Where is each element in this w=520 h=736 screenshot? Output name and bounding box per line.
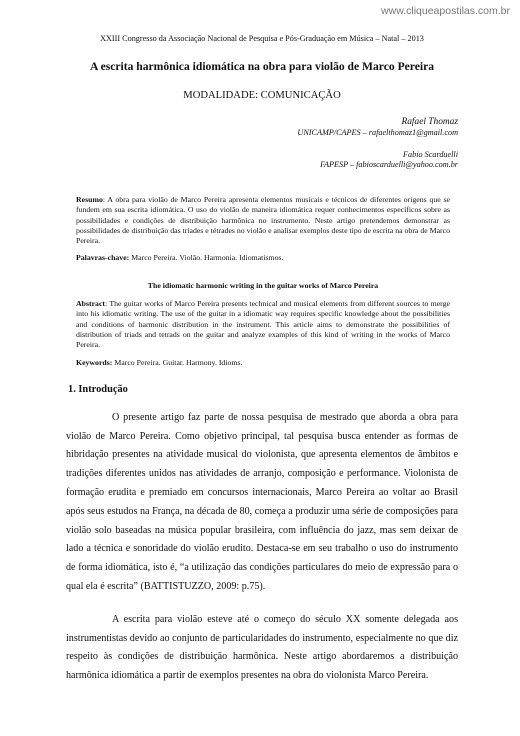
resumo-text: : A obra para violão de Marco Pereira apresenta elementos musicais e técnicos de diferentes origens que se fundem em sua escrita idiomática. O uso do violão de maneira idiomática requer conhecimentos específicos sobre as possibilidades e condições de distribuição harmônica no instrumento. Neste artigo pretendemos demonstrar as possibilidades de distribuição das tríades e tétrades no violão e analisar exemplos deste tipo de escrita na obra de Marco Pereira. — [76, 195, 450, 246]
palavras-chave-text: Marco Pereira. Violão. Harmonia. Idiomatismos. — [129, 253, 284, 263]
author-2-name: Fabio Scarduelli — [403, 150, 458, 159]
author-block — [66, 117, 458, 169]
author-1-name: Rafael Thomaz — [401, 117, 458, 127]
resumo-paragraph — [76, 195, 450, 246]
keywords-paragraph — [76, 358, 450, 368]
author-2-affiliation: FAPESP – fabioscarduelli@yahoo.com.br — [320, 160, 458, 169]
congress-header: XXIII Congresso da Associação Nacional de Pesquisa e Pós-Graduação em Música – Natal – 2013 — [100, 34, 424, 43]
body-paragraph: A escrita para violão esteve até o começo do século XX somente delegada aos instrumentistas devido ao conjunto de particularidades do instrumento, especialmente no que diz respeito às condições de distribuição harmônica. Neste artigo abordaremos a distribuição harmônica idiomática a partir de exemplos presentes na obra do violonista Marco Pereira. — [66, 613, 458, 682]
watermark-url: www.cliqueapostilas.com.br — [381, 5, 510, 17]
english-title: The idiomatic harmonic writing in the guitar works of Marco Pereira — [147, 280, 379, 290]
abstract-paragraph — [76, 299, 450, 350]
author-1-affiliation: UNICAMP/CAPES – rafaelthomaz1@gmail.com — [297, 128, 458, 137]
modalidade-label: MODALIDADE: COMUNICAÇÃO — [183, 90, 341, 101]
resumo-label: Resumo — [76, 195, 103, 204]
paper-page — [66, 34, 458, 686]
palavras-chave-paragraph — [76, 253, 450, 263]
paper-title: A escrita harmônica idiomática na obra para violão de Marco Pereira — [89, 60, 435, 73]
keywords-label: Keywords: — [76, 357, 113, 367]
abstract-block — [76, 195, 450, 368]
palavras-chave-label: Palavras-chave: — [76, 253, 130, 263]
body-paragraph: O presente artigo faz parte de nossa pesquisa de mestrado que aborda a obra para violão de Marco Pereira. Como objetivo principal, tal pesquisa busca entender as formas de hibridação presentes na atividade musical do violonista, que apresenta elementos de âmbitos e tradições diferentes unidos nas atividades de arranjo, composição e performance. Violonista de formação erudita e premiado em concursos internacionais, Marco Pereira ao voltar ao Brasil após seus estudos na França, na década de 80, começa a produzir uma série de composições para violão solo baseadas na música popular brasileira, com influência do jazz, mas sem deixar de lado a técnica e sonoridade do violão erudito. Destaca-se em seu trabalho o uso do instrumento de forma idiomática, isto é, “a utilização das condições particulares do meio de expressão para o qual ela é escrita” (BATTISTUZZO, 2009: p.75). — [66, 411, 458, 593]
keywords-text: Marco Pereira. Guitar. Harmony. Idioms. — [112, 357, 243, 367]
abstract-label: Abstract — [76, 299, 106, 309]
section-title: 1. Introdução — [68, 383, 128, 395]
abstract-text: : The guitar works of Marco Pereira presents technical and musical elements from different sources to merge into his idiomatic writing. The use of the guitar in a idiomatic way requires specific knowledge about the possibilities and conditions of harmonic distribution in the instrument. This article aims to demonstrate the possibilities of distribution of triads and tetrads on the guitar and analyze examples of this kind of writing in the works of Marco Pereira. — [76, 299, 450, 350]
